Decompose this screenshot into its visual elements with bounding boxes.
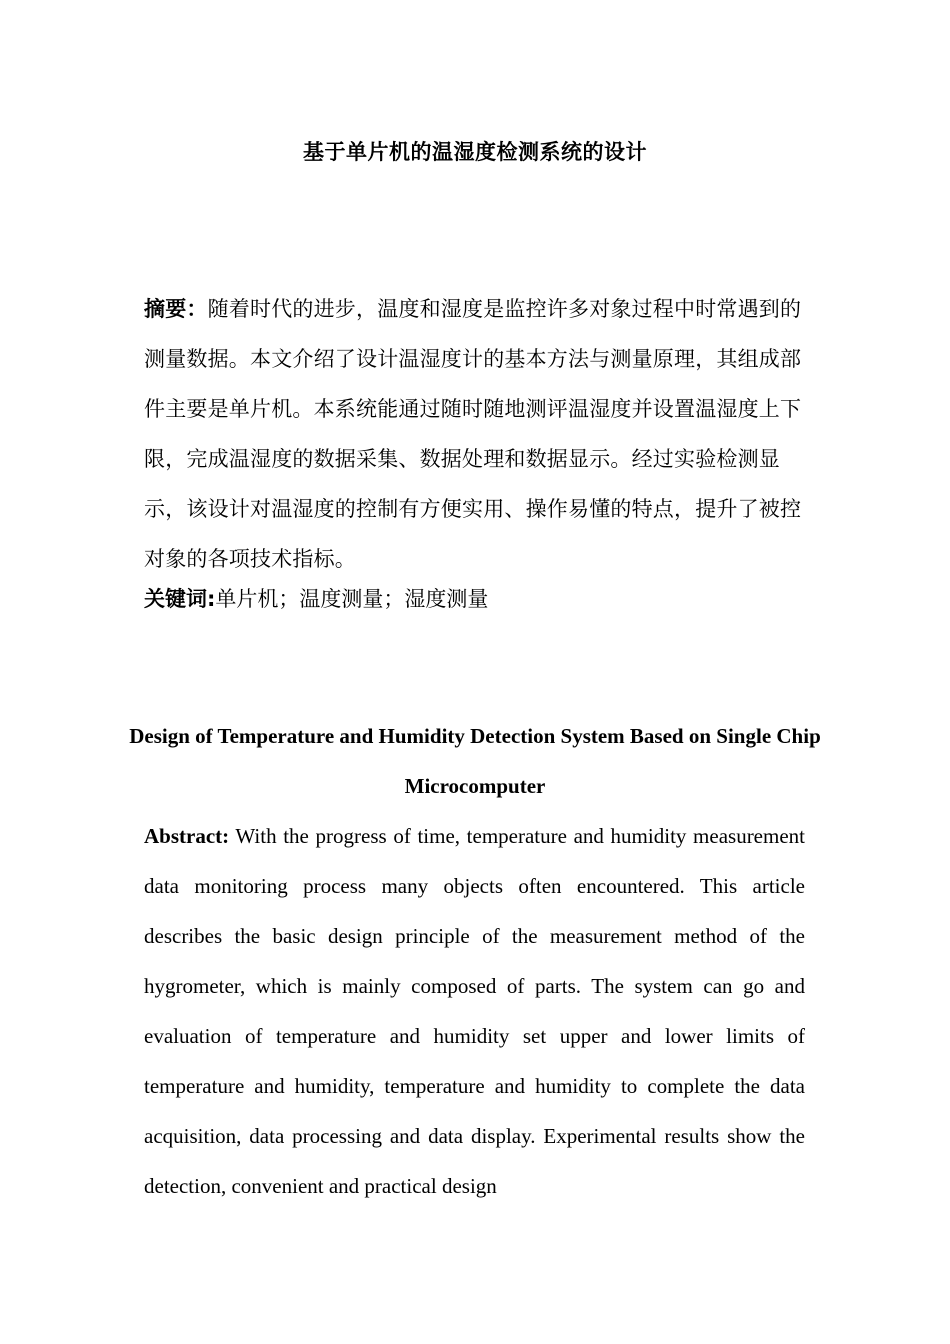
chinese-abstract xyxy=(144,284,804,584)
english-abstract-text: With the progress of time, temperature and humidity measurement data monitoring process many objects often encountered. This article describes the basic design principle of the measurement method of the hygrometer, which is mainly composed of parts. The system can go and evaluation of temperature and humidity set upper and lower limits of temperature and humidity, temperature and humidity to complete the data acquisition, data processing and data display. Experimental results show the detection, convenient and practical design xyxy=(144,824,805,1198)
chinese-keywords xyxy=(144,584,804,614)
english-title: Design of Temperature and Humidity Detection System Based on Single Chip Microcomputer xyxy=(129,724,821,798)
chinese-abstract-label: 摘要： xyxy=(144,297,208,321)
english-abstract xyxy=(144,811,805,1211)
chinese-keywords-text: 单片机；温度测量；湿度测量 xyxy=(215,587,489,611)
english-abstract-label: Abstract: xyxy=(144,824,230,848)
chinese-keywords-label: 关键词: xyxy=(144,587,216,611)
chinese-abstract-text: 随着时代的进步，温度和湿度是监控许多对象过程中时常遇到的测量数据。本文介绍了设计温湿度计的基本方法与测量原理，其组成部件主要是单片机。本系统能通过随时随地测评温湿度并设置温湿度上下限，完成温湿度的数据采集、数据处理和数据显示。经过实验检测显示，该设计对温湿度的控制有方便实用、操作易懂的特点，提升了被控对象的各项技术指标。 xyxy=(144,297,802,571)
chinese-title: 基于单片机的温湿度检测系统的设计 xyxy=(303,140,647,164)
